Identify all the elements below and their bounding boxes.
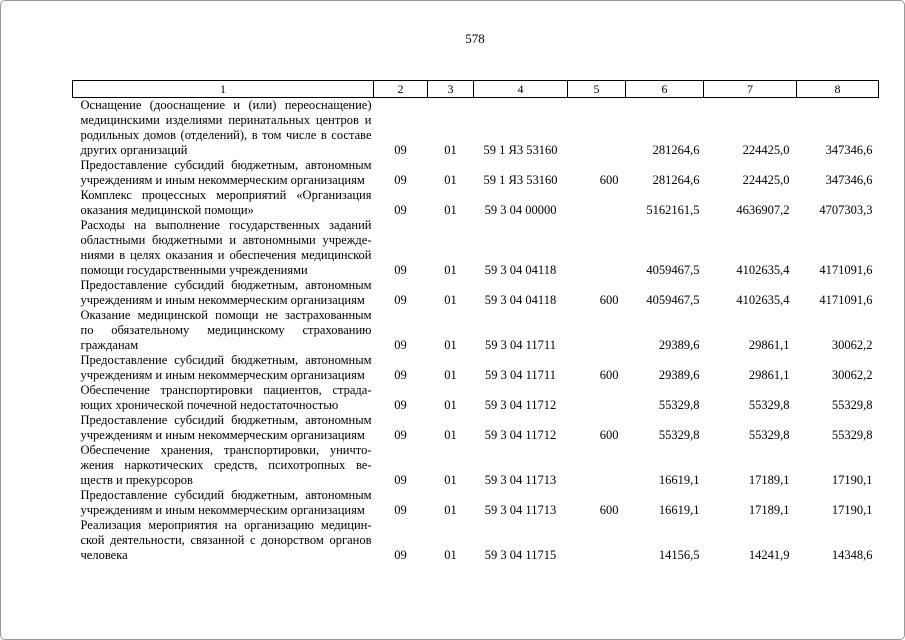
col-csr: 59 3 04 00000 <box>484 203 557 217</box>
col-rz: 09 <box>394 338 407 352</box>
column-header-8: 8 <box>797 81 879 98</box>
description-line: человека <box>80 548 128 562</box>
row-description <box>73 98 374 159</box>
description-line: Предоставление субсидий бюджетным, автономным <box>80 158 372 172</box>
column-header-7: 7 <box>704 81 797 98</box>
page-number: 578 <box>465 31 485 46</box>
description-line: областными бюджетными и автономными учрежде- <box>80 233 372 247</box>
col-pr: 01 <box>444 173 457 187</box>
budget-table <box>72 80 879 563</box>
col-rz: 09 <box>394 548 407 562</box>
col-vr <box>568 443 626 488</box>
col-pr: 01 <box>444 368 457 382</box>
col-amount-1: 14156,5 <box>658 548 700 562</box>
col-amount-3: 347346,6 <box>825 143 873 157</box>
col-csr: 59 3 04 11711 <box>485 338 556 352</box>
description-line: гражданам <box>80 338 139 352</box>
description-line: родильных домов (отделений), в том числе в составе <box>80 128 372 142</box>
col-csr: 59 3 04 11713 <box>484 473 557 487</box>
description-line: Предоставление субсидий бюджетным, автономным <box>80 353 372 367</box>
description-line: учреждениям и иным некоммерческим организациям <box>80 503 365 517</box>
column-header-3: 3 <box>428 81 474 98</box>
col-amount-3: 17190,1 <box>831 503 873 517</box>
table-row <box>73 413 879 443</box>
col-amount-3: 4171091,6 <box>819 293 873 307</box>
col-rz: 09 <box>394 173 407 187</box>
description-line: оказания медицинской помощи» <box>80 203 254 217</box>
col-amount-3: 55329,8 <box>831 398 873 412</box>
table-row <box>73 353 879 383</box>
col-rz: 09 <box>394 428 407 442</box>
description-line: ществ и прекурсоров <box>80 473 193 487</box>
col-amount-2: 224425,0 <box>742 143 790 157</box>
col-amount-1: 16619,1 <box>658 473 700 487</box>
col-rz: 09 <box>394 398 407 412</box>
table-row <box>73 278 879 308</box>
col-vr <box>568 218 626 278</box>
col-rz: 09 <box>394 368 407 382</box>
col-pr: 01 <box>444 398 457 412</box>
col-amount-1: 55329,8 <box>658 428 700 442</box>
col-pr: 01 <box>444 293 457 307</box>
table-row <box>73 308 879 353</box>
col-amount-1: 4059467,5 <box>646 293 700 307</box>
col-amount-1: 281264,6 <box>652 143 700 157</box>
col-csr: 59 3 04 11715 <box>484 548 557 562</box>
column-header-6: 6 <box>626 81 704 98</box>
budget-table-body <box>73 98 879 564</box>
col-amount-2: 224425,0 <box>742 173 790 187</box>
description-line: Расходы на выполнение государственных заданий <box>80 218 372 232</box>
col-amount-2: 29861,1 <box>748 338 790 352</box>
table-row <box>73 443 879 488</box>
col-vr: 600 <box>599 173 619 187</box>
col-amount-1: 4059467,5 <box>646 263 700 277</box>
description-line: ниями в целях оказания и обеспечения медицинской <box>80 248 372 262</box>
col-rz: 09 <box>394 473 407 487</box>
table-header <box>73 81 879 98</box>
col-vr: 600 <box>599 428 619 442</box>
description-line: медицинскими изделиями перинатальных центров и <box>80 113 372 127</box>
table-row <box>73 218 879 278</box>
description-line: ющих хронической почечной недостаточностью <box>80 398 339 412</box>
row-description <box>73 353 374 383</box>
col-rz: 09 <box>394 503 407 517</box>
col-amount-2: 4636907,2 <box>736 203 790 217</box>
col-amount-1: 55329,8 <box>658 398 700 412</box>
col-vr <box>568 383 626 413</box>
col-amount-2: 29861,1 <box>748 368 790 382</box>
col-amount-2: 17189,1 <box>748 503 790 517</box>
col-csr: 59 3 04 11712 <box>484 428 557 442</box>
column-header-4: 4 <box>474 81 568 98</box>
table-row <box>73 383 879 413</box>
col-vr <box>568 518 626 563</box>
col-pr: 01 <box>444 473 457 487</box>
col-csr: 59 1 Я3 53160 <box>483 143 558 157</box>
col-amount-3: 17190,1 <box>831 473 873 487</box>
col-csr: 59 3 04 11711 <box>485 368 556 382</box>
table-row <box>73 158 879 188</box>
col-amount-2: 4102635,4 <box>736 263 790 277</box>
description-line: помощи государственными учреждениями <box>80 263 308 277</box>
column-header-5: 5 <box>568 81 626 98</box>
col-pr: 01 <box>444 203 457 217</box>
col-amount-2: 55329,8 <box>748 398 790 412</box>
col-amount-3: 4171091,6 <box>819 263 873 277</box>
col-amount-3: 55329,8 <box>831 428 873 442</box>
table-row <box>73 188 879 218</box>
col-pr: 01 <box>444 548 457 562</box>
col-csr: 59 3 04 11712 <box>484 398 557 412</box>
table-row <box>73 488 879 518</box>
table-row <box>73 518 879 563</box>
description-line: ской деятельности, связанной с донорством органов <box>80 533 372 547</box>
col-vr: 600 <box>599 293 619 307</box>
description-line: других организаций <box>80 143 188 157</box>
col-vr: 600 <box>599 503 619 517</box>
description-line: Комплекс процессных мероприятий «Организация <box>80 188 372 202</box>
row-description <box>73 308 374 353</box>
col-pr: 01 <box>444 503 457 517</box>
col-amount-3: 30062,2 <box>831 368 873 382</box>
col-amount-1: 29389,6 <box>658 368 700 382</box>
row-description <box>73 383 374 413</box>
description-line: Предоставление субсидий бюджетным, автономным <box>80 278 372 292</box>
description-line: Обеспечение хранения, транспортировки, уничто- <box>80 443 372 457</box>
col-amount-3: 30062,2 <box>831 338 873 352</box>
col-rz: 09 <box>394 263 407 277</box>
col-amount-1: 281264,6 <box>652 173 700 187</box>
col-amount-2: 4102635,4 <box>736 293 790 307</box>
description-line: Обеспечение транспортировки пациентов, страда- <box>80 383 372 397</box>
description-line: Реализация мероприятия на организацию медицин- <box>80 518 372 532</box>
col-csr: 59 3 04 04118 <box>484 293 557 307</box>
col-vr <box>568 98 626 159</box>
col-amount-3: 347346,6 <box>825 173 873 187</box>
table-row <box>73 98 879 159</box>
col-amount-2: 55329,8 <box>748 428 790 442</box>
col-csr: 59 3 04 04118 <box>484 263 557 277</box>
description-line: учреждениям и иным некоммерческим организациям <box>80 173 365 187</box>
col-vr: 600 <box>599 368 619 382</box>
col-amount-2: 14241,9 <box>748 548 790 562</box>
description-line: учреждениям и иным некоммерческим организациям <box>80 293 365 307</box>
col-csr: 59 3 04 11713 <box>484 503 557 517</box>
row-description <box>73 518 374 563</box>
col-vr <box>568 308 626 353</box>
col-rz: 09 <box>394 293 407 307</box>
row-description <box>73 443 374 488</box>
col-amount-1: 5162161,5 <box>646 203 700 217</box>
col-amount-3: 14348,6 <box>831 548 873 562</box>
col-amount-2: 17189,1 <box>748 473 790 487</box>
col-rz: 09 <box>394 203 407 217</box>
col-amount-1: 16619,1 <box>658 503 700 517</box>
column-header-1: 1 <box>73 81 374 98</box>
row-description <box>73 413 374 443</box>
col-csr: 59 1 Я3 53160 <box>483 173 558 187</box>
col-vr <box>568 188 626 218</box>
col-pr: 01 <box>444 428 457 442</box>
row-description <box>73 278 374 308</box>
row-description <box>73 488 374 518</box>
header-row <box>73 81 879 98</box>
description-line: Оказание медицинской помощи не застрахованным <box>80 308 372 322</box>
col-amount-1: 29389,6 <box>658 338 700 352</box>
description-line: учреждениям и иным некоммерческим организациям <box>80 368 365 382</box>
col-pr: 01 <box>444 143 457 157</box>
col-rz: 09 <box>394 143 407 157</box>
row-description <box>73 218 374 278</box>
col-pr: 01 <box>444 263 457 277</box>
description-line: по обязательному медицинскому страхованию <box>80 323 372 337</box>
column-header-2: 2 <box>374 81 428 98</box>
description-line: жения наркотических средств, психотропных ве- <box>80 458 372 472</box>
col-amount-3: 4707303,3 <box>819 203 873 217</box>
row-description <box>73 188 374 218</box>
description-line: учреждениям и иным некоммерческим организациям <box>80 428 365 442</box>
description-line: Предоставление субсидий бюджетным, автономным <box>80 488 372 502</box>
row-description <box>73 158 374 188</box>
col-pr: 01 <box>444 338 457 352</box>
description-line: Предоставление субсидий бюджетным, автономным <box>80 413 372 427</box>
description-line: Оснащение (дооснащение и (или) переоснащение) <box>80 98 372 112</box>
